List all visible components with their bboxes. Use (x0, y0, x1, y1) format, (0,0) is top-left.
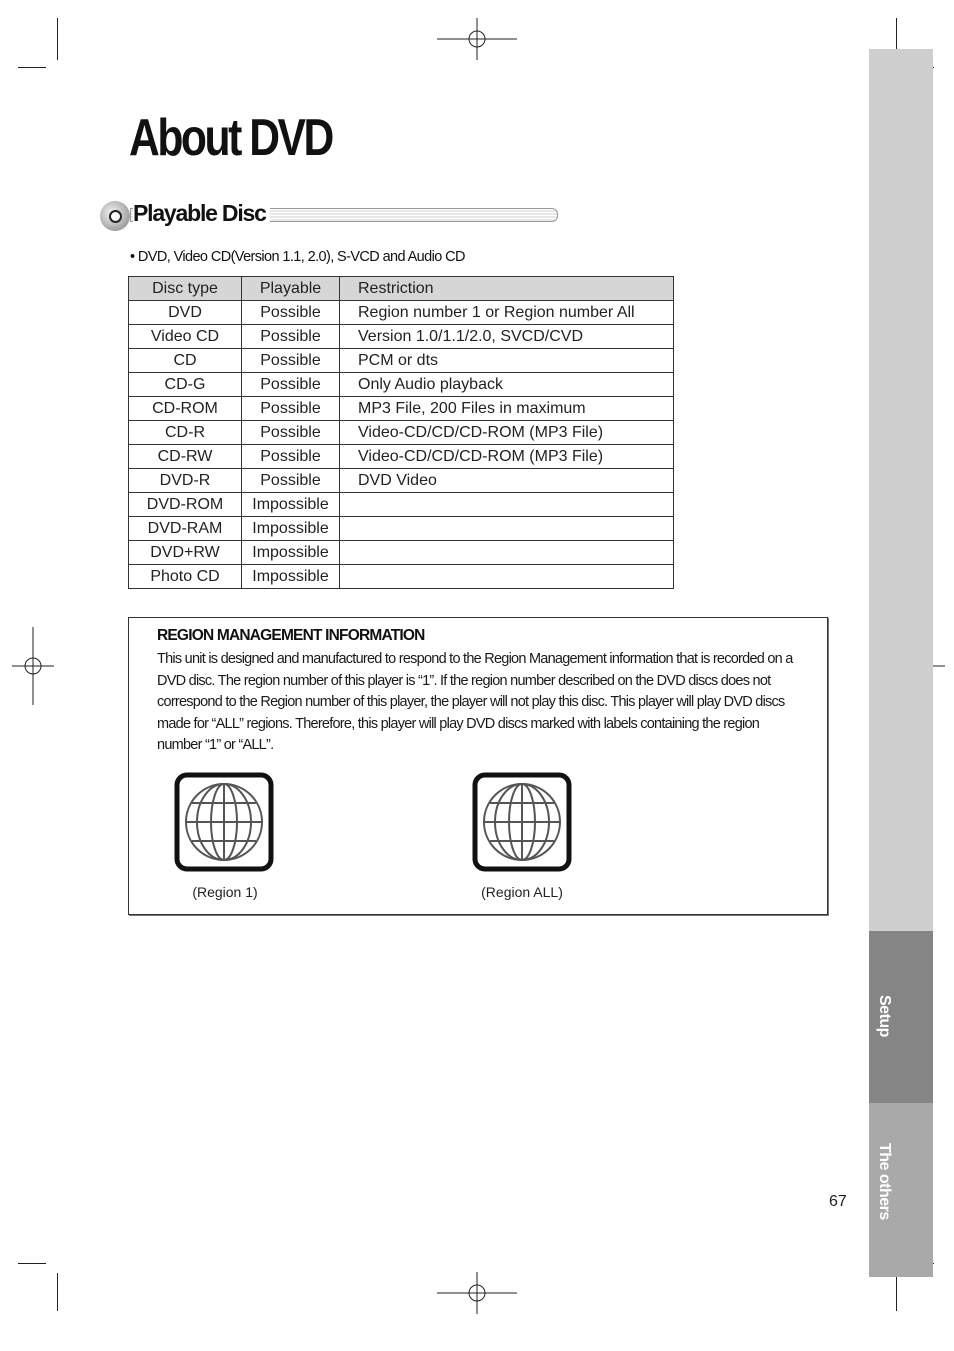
disc-type-cell: DVD+RW (129, 541, 242, 565)
crop-mark (896, 1273, 897, 1311)
registration-mark-left (12, 627, 54, 705)
restriction-cell (340, 565, 674, 589)
supported-formats-note: • DVD, Video CD(Version 1.1, 2.0), S-VCD and Audio CD (130, 249, 465, 265)
restriction-cell: Region number 1 or Region number All (340, 301, 674, 325)
table-row (129, 469, 674, 493)
disc-type-cell: CD-R (129, 421, 242, 445)
disc-type-cell: DVD (129, 301, 242, 325)
page-number: 67 (829, 1193, 847, 1210)
table-row (129, 373, 674, 397)
playable-cell: Impossible (242, 493, 340, 517)
restriction-cell (340, 541, 674, 565)
disc-type-cell: DVD-R (129, 469, 242, 493)
table-row (129, 421, 674, 445)
restriction-cell: Only Audio playback (340, 373, 674, 397)
globe-icon (174, 772, 274, 872)
playable-cell: Possible (242, 421, 340, 445)
table-row (129, 349, 674, 373)
table-row (129, 517, 674, 541)
registration-mark-top (437, 18, 517, 60)
region-management-text: This unit is designed and manufactured to respond to the Region Management information that is recorded on a DVD disc. The region number of this player is “1”. If the region number described on the DVD discs does not correspond to the Region number of this player, the player will not play this disc. This player will play DVD discs made for “ALL” regions. Therefore, this player will play DVD discs marked with labels containing the region number “1” or “ALL”. (157, 651, 793, 754)
region-1-caption: (Region 1) (192, 884, 258, 900)
restriction-cell: Version 1.0/1.1/2.0, SVCD/CVD (340, 325, 674, 349)
crop-mark (18, 67, 46, 68)
crop-mark (18, 1263, 46, 1264)
disc-type-cell: CD-RW (129, 445, 242, 469)
playable-cell: Possible (242, 445, 340, 469)
restriction-cell (340, 493, 674, 517)
crop-mark (57, 18, 58, 60)
playable-cell: Impossible (242, 565, 340, 589)
restriction-cell: PCM or dts (340, 349, 674, 373)
table-row (129, 565, 674, 589)
table-row (129, 493, 674, 517)
restriction-cell (340, 517, 674, 541)
region-management-title: REGION MANAGEMENT INFORMATION (157, 627, 425, 644)
restriction-cell: Video-CD/CD/CD-ROM (MP3 File) (340, 421, 674, 445)
playable-cell: Possible (242, 373, 340, 397)
section-title: Playable Disc (133, 200, 270, 227)
disc-type-cell: CD-ROM (129, 397, 242, 421)
table-row (129, 397, 674, 421)
column-header-restriction: Restriction (340, 277, 674, 301)
disc-type-cell: DVD-ROM (129, 493, 242, 517)
disc-type-cell: Video CD (129, 325, 242, 349)
section-bullet-icon (100, 201, 130, 231)
disc-type-cell: Photo CD (129, 565, 242, 589)
playable-cell: Possible (242, 325, 340, 349)
playable-disc-table (128, 276, 674, 589)
side-tab-setup-label: Setup (876, 995, 893, 1037)
playable-cell: Possible (242, 349, 340, 373)
table-row (129, 301, 674, 325)
crop-mark (57, 1273, 58, 1311)
region-all-caption: (Region ALL) (481, 884, 563, 900)
side-tab-setup[interactable] (869, 931, 933, 1103)
column-header-playable: Playable (242, 277, 340, 301)
side-tab-others-label: The others (876, 1143, 893, 1220)
side-tab-the-others[interactable] (869, 1103, 933, 1277)
restriction-cell: DVD Video (340, 469, 674, 493)
page-title: About DVD (129, 109, 332, 167)
registration-mark-bottom (437, 1272, 517, 1314)
disc-type-cell: CD-G (129, 373, 242, 397)
restriction-cell: MP3 File, 200 Files in maximum (340, 397, 674, 421)
playable-cell: Possible (242, 301, 340, 325)
playable-cell: Impossible (242, 517, 340, 541)
playable-cell: Possible (242, 397, 340, 421)
region-management-box (128, 617, 828, 915)
section-header (100, 198, 560, 234)
globe-icon (472, 772, 572, 872)
restriction-cell: Video-CD/CD/CD-ROM (MP3 File) (340, 445, 674, 469)
column-header-disc-type: Disc type (129, 277, 242, 301)
table-row (129, 541, 674, 565)
disc-type-cell: CD (129, 349, 242, 373)
disc-type-cell: DVD-RAM (129, 517, 242, 541)
table-header-row (129, 277, 674, 301)
playable-cell: Impossible (242, 541, 340, 565)
table-row (129, 445, 674, 469)
playable-cell: Possible (242, 469, 340, 493)
table-row (129, 325, 674, 349)
